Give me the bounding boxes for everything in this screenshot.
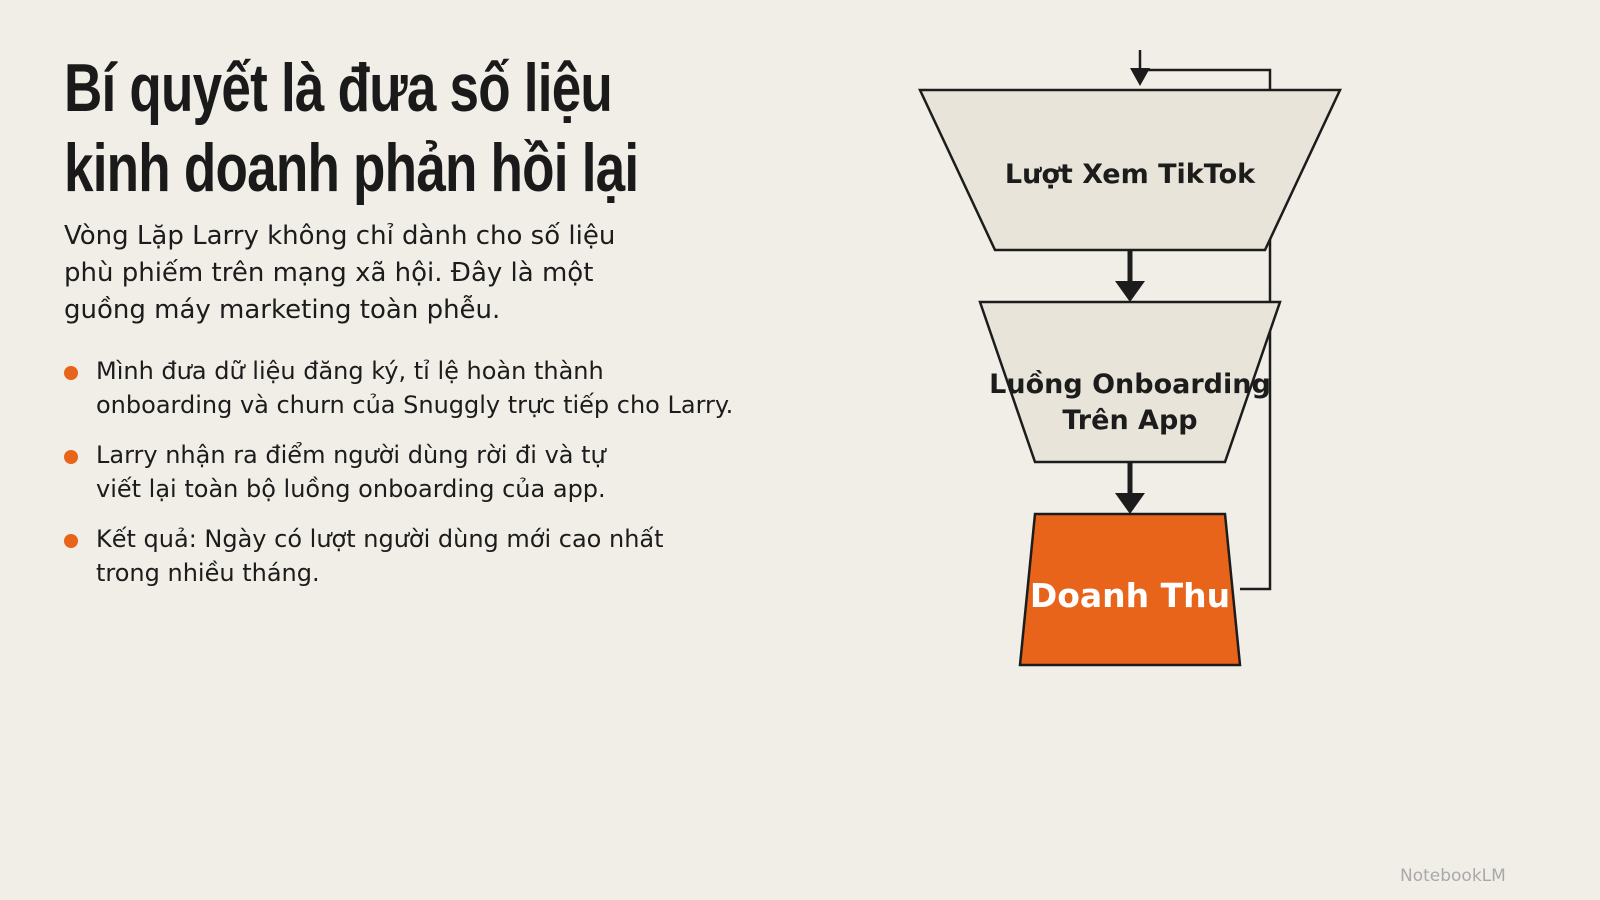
bullet-text-line: Kết quả: Ngày có lượt người dùng mới cao nhất	[96, 525, 664, 553]
top-arrowhead-icon	[1130, 68, 1150, 86]
title-line: Bí quyết là đưa số liệu	[64, 50, 613, 126]
stage-label: Doanh Thu	[1029, 576, 1231, 615]
stage-label: Lượt Xem TikTok	[1004, 159, 1256, 190]
notebooklm-watermark: NotebookLM	[1400, 866, 1506, 886]
arrowhead-icon	[1115, 493, 1145, 514]
intro-line: guồng máy marketing toàn phễu.	[64, 295, 501, 325]
bullet-text-line: Mình đưa dữ liệu đăng ký, tỉ lệ hoàn thành	[96, 357, 604, 385]
bullet-text-line: onboarding và churn của Snuggly trực tiếp cho Larry.	[96, 391, 734, 419]
intro-line: phù phiếm trên mạng xã hội. Đây là một	[64, 258, 594, 288]
arrowhead-icon	[1115, 281, 1145, 302]
intro-line: Vòng Lặp Larry không chỉ dành cho số liệu	[64, 221, 616, 251]
bullet-text-line: trong nhiều tháng.	[96, 559, 320, 587]
title-line: kinh doanh phản hồi lại	[64, 130, 639, 206]
bullet-text-line: Larry nhận ra điểm người dùng rời đi và tự	[96, 441, 606, 469]
bullet-text-line: viết lại toàn bộ luồng onboarding của app.	[96, 475, 606, 503]
stage-label: Luồng Onboarding	[989, 369, 1271, 400]
stage-label: Trên App	[1062, 405, 1198, 436]
